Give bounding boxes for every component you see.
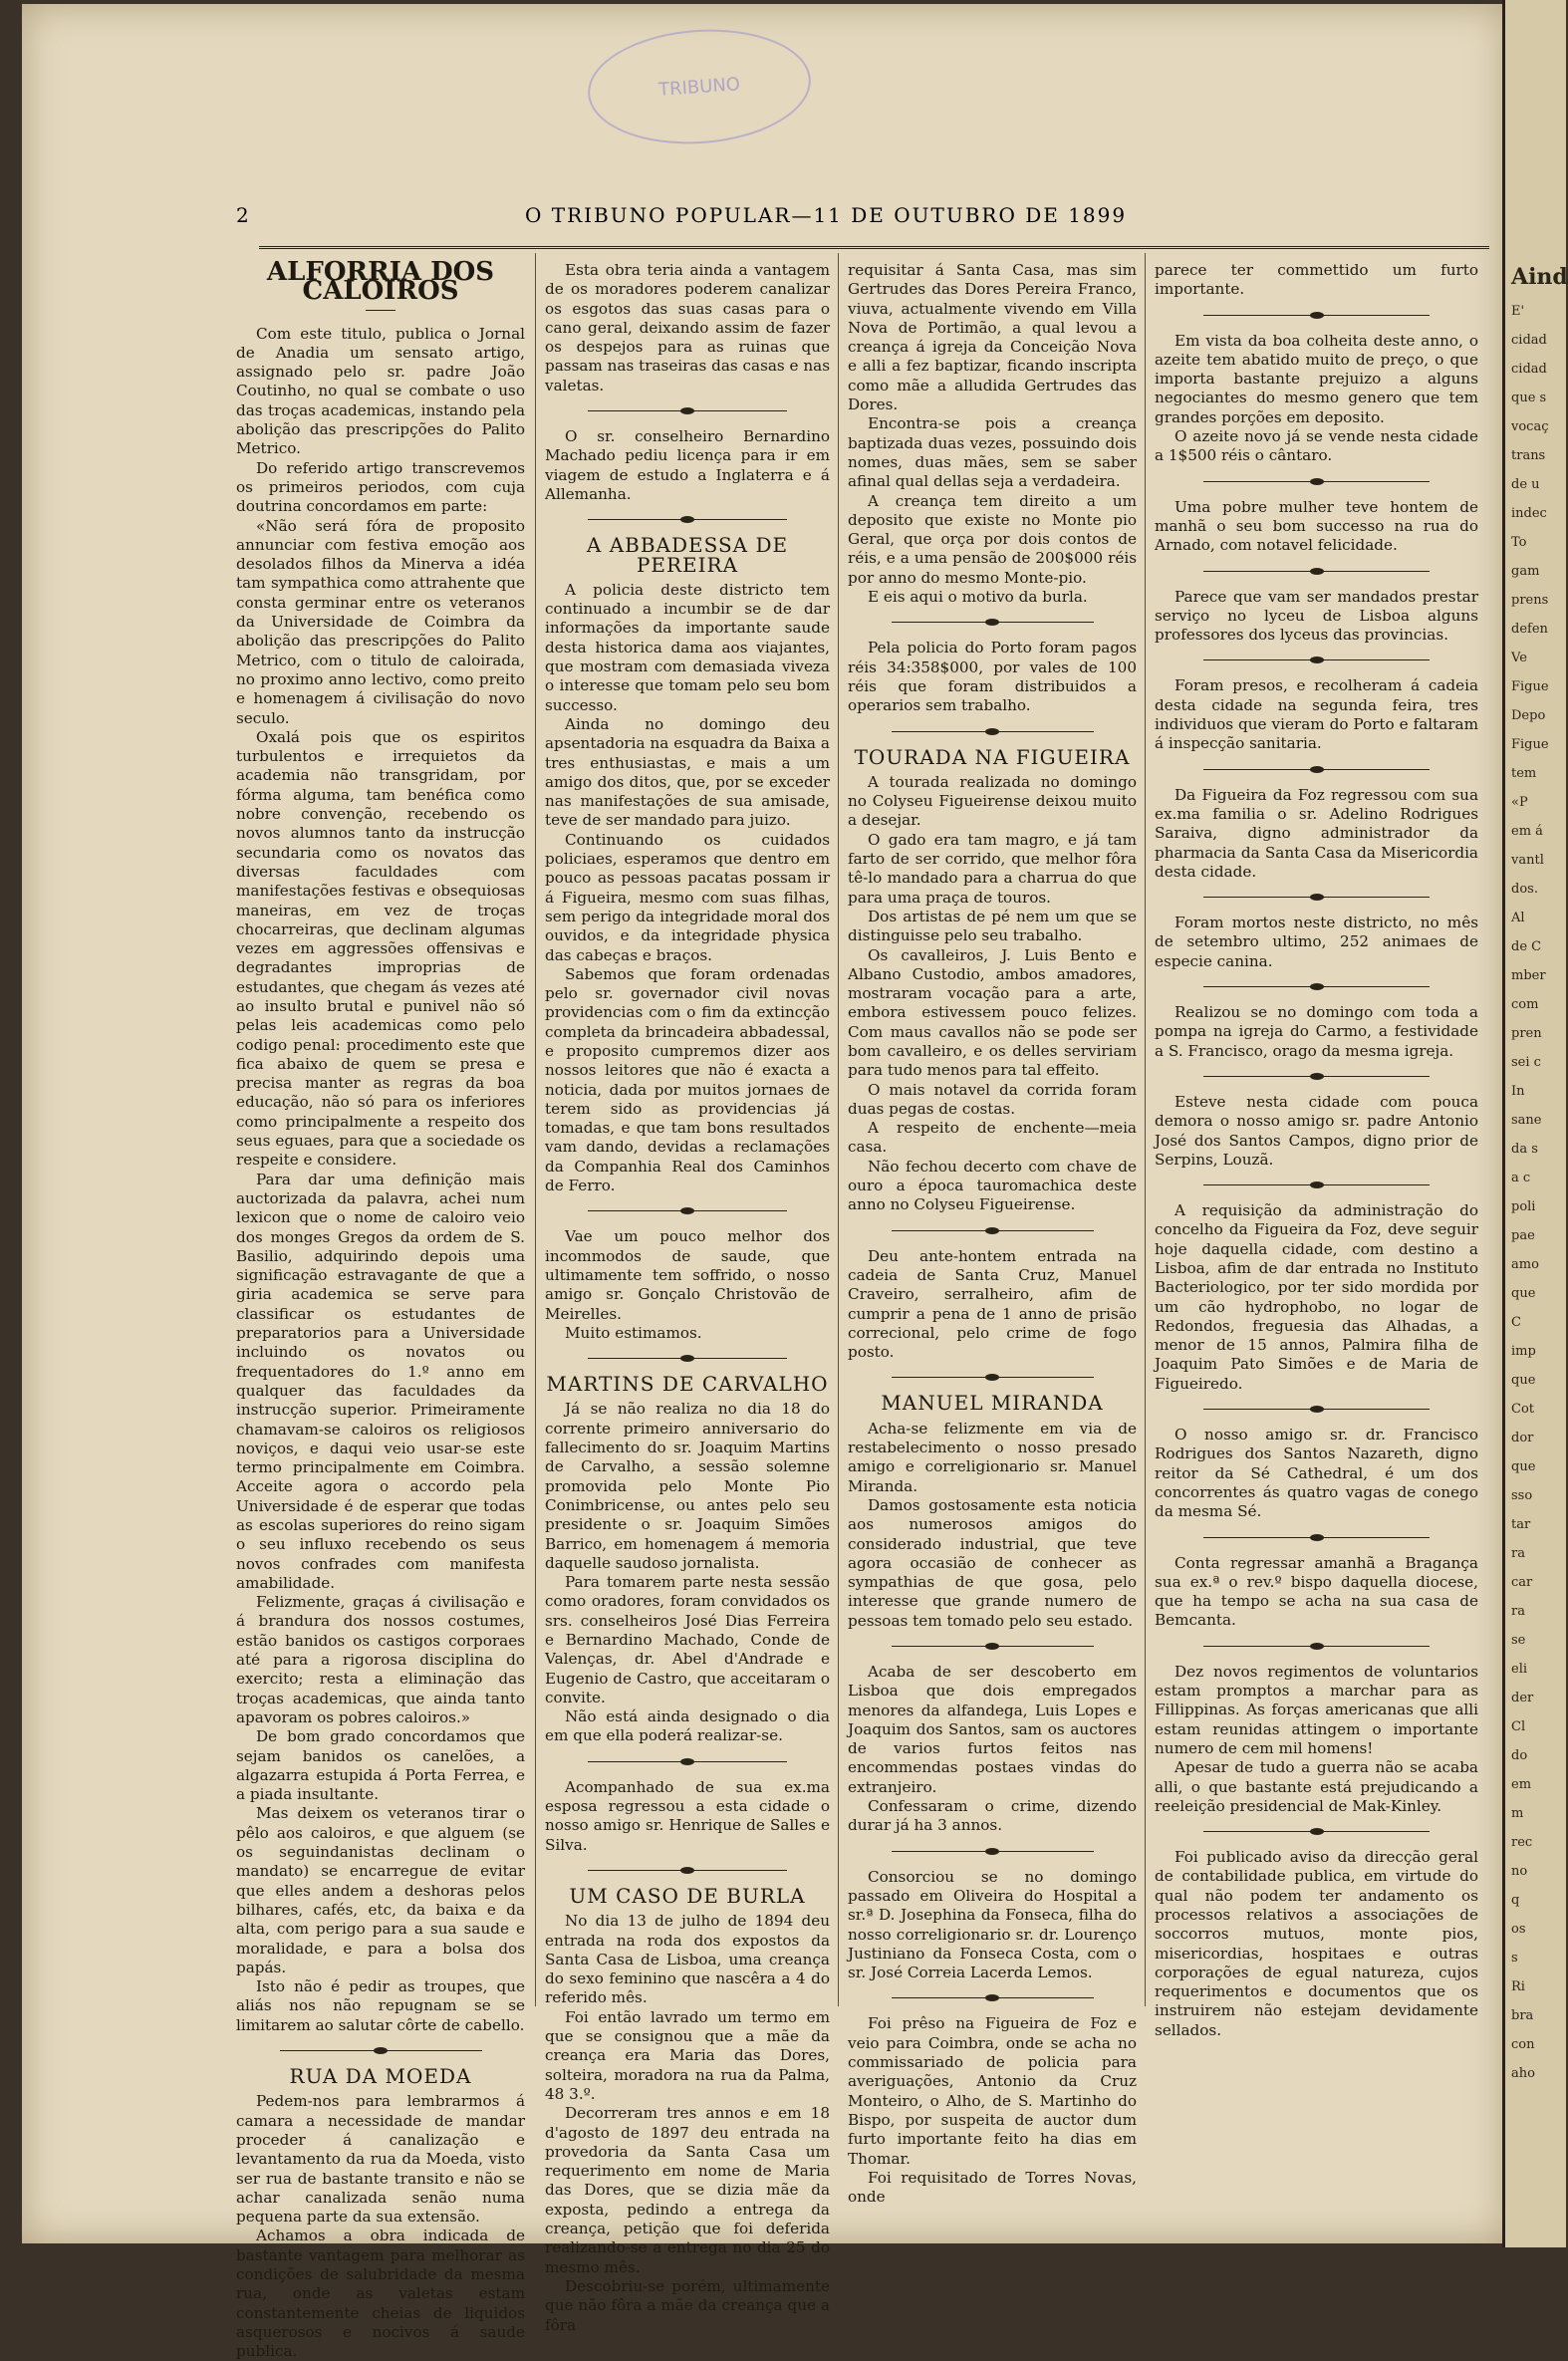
adjacent-page-fragment: indec (1511, 506, 1547, 521)
article-paragraph: Foi então lavrado um termo em que se consignou que a mãe da creança era Maria das Dores, solteira, moradora na rua da Palma, 48 3.º. (545, 2007, 830, 2103)
adjacent-page-fragment: imp (1511, 1344, 1536, 1359)
adjacent-page-fragment: de u (1511, 477, 1540, 492)
adjacent-page-fragment: C (1511, 1315, 1521, 1330)
page-number: 2 (236, 203, 249, 227)
adjacent-page-fragment: dos. (1511, 882, 1538, 897)
adjacent-page-fragment: de C (1511, 939, 1542, 954)
adjacent-page-fragment: aho (1511, 2066, 1535, 2081)
article-paragraph: E eis aqui o motivo da burla. (868, 588, 1088, 607)
section-ornament (1155, 1823, 1478, 1841)
article-paragraph: Decorreram tres annos e em 18 d'agosto de 1897 deu entrada na provedoria da Santa Casa um requerimento em nome de Maria das Dores, que se dizia mãe da exposta, pedindo a entrega da creança, petição que foi deferida realizando-se a entrega no dia 25 do mesmo mês. (545, 2104, 830, 2276)
column-2 (545, 261, 830, 2335)
adjacent-page-fragment: no (1511, 1864, 1528, 1879)
adjacent-page-fragment: q (1511, 1893, 1520, 1908)
article-paragraph: Continuando os cuidados policiaes, esperamos que dentro em pouco as pessoas pacatas possam ir á Figueira, mesmo com suas filhas, sem perigo da integridade moral dos ouvidos, e da integridade physica das cabeças e braços. (545, 830, 830, 964)
article-paragraph: Consorciou se no domingo passado em Oliveira do Hospital a sr.ª D. Josephina da Fonseca, filha do nosso correligionario sr. dr. Lourenço Justiniano da Fonseca Costa, com o sr. José Correia Lacerda Lemos. (848, 1867, 1137, 1982)
article-paragraph: Oxalá pois que os espiritos turbulentos e irrequietos da academia não transgridam, por fórma alguma, tam benéfica como nobre convenção, recebendo os novos alumnos tanto da instrucção secundaria como os novatos das diversas faculdades com manifestações festivas e obsequiosas maneiras, em vez de troças chocarreiras, que declinam algumas vezes em aggressões offensivas e degradantes improprias de estudantes, que chegam ás vezes até ao insulto brutal e punivel não só pelas leis academicas como pelo codigo penal: procedimento este que fica abaixo de quem se presa e precisa manter as regras da boa educação, não só para os inferiores como principalmente a respeito dos seus eguaes, para que a sociedade os respeite e considere. (236, 727, 525, 1170)
adjacent-page-fragment: se (1511, 1633, 1526, 1648)
section-ornament (1155, 978, 1478, 996)
article-paragraph: Não está ainda designado o dia em que ella poderá realizar-se. (545, 1707, 830, 1745)
adjacent-page-fragment: com (1511, 997, 1539, 1012)
article-paragraph: Da Figueira da Foz regressou com sua ex.ma familia o sr. Adelino Rodrigues Saraiva, digno administrador da pharmacia da Santa Casa da Misericordia desta cidade. (1155, 785, 1478, 881)
adjacent-page-fragment: do (1511, 1748, 1528, 1763)
adjacent-page-fragment: Cot (1511, 1402, 1534, 1417)
header-rule (259, 246, 1489, 252)
section-ornament (1155, 563, 1478, 581)
article-paragraph: Confessaram o crime, dizendo durar já ha 3 annos. (848, 1797, 1137, 1835)
adjacent-page-fragment: dor (1511, 1431, 1534, 1445)
adjacent-page-fragment: amo (1511, 1257, 1539, 1272)
adjacent-page-fragment: eli (1511, 1662, 1528, 1677)
article-paragraph: Do referido artigo transcrevemos os primeiros periodos, com cuja doutrina concordamos em parte: (236, 458, 525, 516)
article-paragraph: Foram presos, e recolheram á cadeia desta cidade na segunda feira, tres individuos que vieram do Porto e faltaram á inspecção sanitaria. (1155, 676, 1478, 753)
column-3 (848, 261, 1137, 2207)
article-paragraph: Realizou se no domingo com toda a pompa na igreja do Carmo, a festividade a S. Francisco, orago da mesma igreja. (1155, 1003, 1478, 1060)
adjacent-page-fragment: que (1511, 1286, 1536, 1301)
article-paragraph: O azeite novo já se vende nesta cidade a 1$500 réis o cântaro. (1155, 427, 1478, 465)
section-ornament (1155, 889, 1478, 907)
article-paragraph: O gado era tam magro, e já tam farto de ser corrido, que melhor fôra tê-lo mandado para a charrua do que para uma praça de touros. (848, 830, 1137, 907)
article-paragraph: Acaba de ser descoberto em Lisboa que dois empregados menores da alfandega, Luis Lopes e Joaquim dos Santos, sam os auctores de varios furtos feitos nas encommendas postaes vindas do extranjeiro. (848, 1663, 1137, 1796)
article-paragraph: De bom grado concordamos que sejam banidos os canelões, a algazarra estupida á Porta Ferrea, e a piada insultante. (236, 1727, 525, 1804)
article-paragraph: Para dar uma definição mais auctorizada da palavra, achei num lexicon que o nome de caloiro veio dos monges Gregos da ordem de S. Basilio, adquirindo depois uma significação estravagante de que a giria academica se serve para classificar os estudantes de preparatorios para a Universidade incluindo os novatos ou frequentadores do 1.º anno em qualquer das faculdades da instrucção superior. Primeiramente chamavam-se caloiros os religiosos noviços, e daqui veio usar-se este termo principalmente em Coimbra. Acceite agora o accordo pela Universidade é de esperar que todas as escolas superiores do reino sigam o seu influxo recebendo os seus novos confrades com manifesta amabilidade. (236, 1170, 525, 1592)
section-ornament (1155, 473, 1478, 491)
section-ornament (545, 1202, 830, 1220)
article-paragraph: Pedem-nos para lembrarmos á camara a necessidade de mandar proceder á canalização e levantamento da rua da Moeda, visto ser rua de bastante transito e não se achar canalizada senão numa pequena parte da sua extensão. (236, 2092, 525, 2227)
adjacent-page-fragment: Aind (1511, 264, 1568, 290)
headline-manuel-miranda: MANUEL MIRANDA (881, 1391, 1104, 1416)
article-paragraph: Mas deixem os veteranos tirar o pêlo aos caloiros, e que alguem (se os seguindanistas declinam o mandato) se encarregue de evitar que elles andem a deshoras pelos bilhares, cafés, etc, da baixa e da alta, com perigo para a sua saude e moralidade, e para a bolsa dos papás. (236, 1804, 525, 1976)
adjacent-page-fragment: gam (1511, 564, 1540, 579)
column-divider-3 (1145, 253, 1146, 2006)
section-ornament (1155, 652, 1478, 669)
adjacent-page-fragment: s (1511, 1951, 1518, 1966)
adjacent-page-fragment: que (1511, 1459, 1536, 1474)
article-paragraph: Foi publicado aviso da direcção geral de contabilidade publica, em virtude do qual não podem ter andamento os processos relativos a associações de soccorros mutuos, monte pios, misericordias, hospitaes e outras corporações de egual natureza, cujos requerimentos e documentos que os instruirem não estejam devidamente sellados. (1155, 1848, 1478, 2039)
article-paragraph: A policia deste districto tem continuado a incumbir se de dar informações da importante saude desta historica dama aos viajantes, que mostram com demasiada viveza o interesse que tomam pelo seu bom successo. (545, 580, 830, 714)
adjacent-page-fragment: «P (1511, 795, 1528, 810)
adjacent-page-fragment: sei c (1511, 1055, 1541, 1070)
headline-abbadessa: A ABBADESSA DE PEREIRA (586, 533, 789, 577)
article-paragraph: Parece que vam ser mandados prestar serviço no lyceu de Lisboa alguns professores dos lyceus das provincias. (1155, 587, 1478, 645)
article-paragraph: Ainda no domingo deu apsentadoria na esquadra da Baixa a tres enthusiastas, e mais a um amigo dos ditos, que, por se exceder nas manifestações de sua amisade, teve de ser mandado para juizo. (545, 714, 830, 830)
adjacent-page-fragment: ra (1511, 1546, 1525, 1561)
newspaper-page (22, 4, 1506, 2361)
section-ornament (848, 1843, 1137, 1861)
article-paragraph: Vae um pouco melhor dos incommodos de saude, que ultimamente tem soffrido, o nosso amigo sr. Gonçalo Christovão de Meirelles. (545, 1227, 830, 1323)
adjacent-page-fragment: rec (1511, 1835, 1533, 1850)
article-paragraph: Damos gostosamente esta noticia aos numerosos amigos do considerado industrial, que teve agora occasião de conhecer as sympathias de que gosa, pelo interesse que grande numero de pessoas tem tomado pelo seu estado. (848, 1495, 1137, 1630)
article-paragraph: A requisição da administração do concelho da Figueira da Foz, deve seguir hoje daquella cidade, com destino a Lisboa, afim de dar entrada no Instituto Bacteriologico, por ter sido mordida por um cão hydrophobo, no logar de Redondos, freguesia das Alhadas, a menor de 15 annos, Palmira filha de Joaquim Pato Simões e de Maria de Figueiredo. (1155, 1201, 1478, 1393)
section-ornament (1155, 307, 1478, 325)
article-paragraph: Esteve nesta cidade com pouca demora o nosso amigo sr. padre Antonio José dos Santos Campos, digno prior de Serpins, Louzã. (1155, 1092, 1478, 1169)
section-ornament (1155, 1401, 1478, 1419)
section-ornament (848, 1222, 1137, 1240)
adjacent-page-fragment: cidad (1511, 333, 1547, 348)
article-paragraph: parece ter commettido um furto importante. (1155, 261, 1478, 299)
section-ornament (545, 1862, 830, 1880)
article-paragraph: Foi requisitado de Torres Novas, onde (848, 2168, 1137, 2207)
article-paragraph: Muito estimamos. (565, 1323, 702, 1342)
section-ornament (848, 1638, 1137, 1656)
adjacent-page-fragment: que s (1511, 391, 1547, 405)
adjacent-page-fragment: Figue (1511, 679, 1549, 694)
section-ornament (848, 1369, 1137, 1387)
stamp-text: TRIBUNO (657, 73, 741, 101)
headline-martins-de-carvalho: MARTINS DE CARVALHO (546, 1372, 829, 1397)
section-ornament (848, 723, 1137, 741)
adjacent-page-fragment: em (1511, 1777, 1532, 1792)
section-ornament (545, 511, 830, 529)
adjacent-page-fragment: der (1511, 1691, 1534, 1705)
adjacent-page-fragment: To (1511, 535, 1527, 550)
section-ornament (848, 1989, 1137, 2007)
section-ornament (848, 614, 1137, 632)
headline-rua-da-moeda: RUA DA MOEDA (289, 2064, 472, 2089)
adjacent-page-fragment: Ve (1511, 651, 1527, 665)
article-paragraph: Esta obra teria ainda a vantagem de os moradores poderem canalizar os esgotos das suas casas para o cano geral, deixando assim de fazer os despejos para as ruinas que passam nas traseiras das casas e nas valetas. (545, 261, 830, 394)
article-paragraph: Conta regressar amanhã a Bragança sua ex.ª o rev.º bispo daquella diocese, que ha tempo se acha na sua casa de Bemcanta. (1155, 1553, 1478, 1630)
article-paragraph: Acompanhado de sua ex.ma esposa regressou a esta cidade o nosso amigo sr. Henrique de Salles e Silva. (545, 1777, 830, 1854)
article-paragraph: Uma pobre mulher teve hontem de manhã o seu bom successo na rua do Arnado, com notavel felicidade. (1155, 497, 1478, 555)
column-1 (236, 257, 525, 2361)
article-paragraph: A creança tem direito a um deposito que existe no Monte pio Geral, que orça por dois contos de réis, e a uma pensão de 200$000 réis por anno do mesmo Monte-pio. (848, 491, 1137, 587)
adjacent-page-fragment: mber (1511, 968, 1546, 983)
adjacent-page-fragment: poli (1511, 1199, 1536, 1214)
adjacent-page-fragment: car (1511, 1575, 1533, 1590)
adjacent-page-fragment: pren (1511, 1026, 1542, 1041)
article-paragraph: Os cavalleiros, J. Luis Bento e Albano Custodio, ambos amadores, mostraram vocação para a arte, embora estivessem pouco felizes. Com maus cavallos não se pode ser bom cavalleiro, e os delles serviriam para tudo menos para tal effeito. (848, 945, 1137, 1080)
adjacent-page-fragment: Cl (1511, 1719, 1526, 1734)
section-ornament (545, 1350, 830, 1368)
adjacent-page-fragment: prens (1511, 593, 1549, 608)
column-divider-2 (838, 253, 839, 2006)
adjacent-page-fragment: da s (1511, 1142, 1538, 1157)
article-paragraph: No dia 13 de julho de 1894 deu entrada na roda dos expostos da Santa Casa de Lisboa, uma creança do sexo feminino que nascêra a 4 do referido mês. (545, 1912, 830, 2007)
article-paragraph: Foi prêso na Figueira de Foz e veio para Coimbra, onde se acha no commissariado de policia para averiguações, Antonio da Cruz Monteiro, o Alho, de S. Martinho do Bispo, por suspeita de auctor dum furto importante feito ha dias em Thomar. (848, 2014, 1137, 2168)
headline-caso-de-burla: UM CASO DE BURLA (569, 1883, 806, 1908)
article-paragraph: Achamos a obra indicada de bastante vantagem para melhorar as condições de salubridade da mesma rua, onde as valetas estam constantemente cheias de liquidos asquerosos e nocivos á saude publica. (236, 2227, 525, 2361)
adjacent-page-fragment: cidad (1511, 362, 1547, 377)
library-stamp (584, 22, 814, 150)
adjacent-page-fragment: os (1511, 1922, 1526, 1937)
adjacent-page-fragment: a c (1511, 1171, 1531, 1185)
adjacent-page-fragment: tar (1511, 1517, 1531, 1532)
adjacent-page-fragment: trans (1511, 448, 1546, 463)
masthead: O TRIBUNO POPULAR—11 DE OUTUBRO DE 1899 (525, 203, 1128, 227)
article-paragraph: A tourada realizada no domingo no Colyseu Figueirense deixou muito a desejar. (848, 772, 1137, 830)
article-paragraph: Descobriu-se porém, ultimamente que não fôra a mãe da creança que a fôra (545, 2276, 830, 2334)
article-paragraph: Sabemos que foram ordenadas pelo sr. governador civil novas providencias com o fim da extincção completa da brincadeira abbadessal, e proposito cumpremos dizer aos nossos leitores que não é exacta a noticia, dada por muitos jornaes de terem sido as providencias já tomadas, e que tam bons resultados vam dando, devidas a reclamações da Companhia Real dos Caminhos de Ferro. (545, 964, 830, 1195)
article-paragraph: O nosso amigo sr. dr. Francisco Rodrigues dos Santos Nazareth, digno reitor da Sé Cathedral, é um dos concorrentes ás quatro vagas de conego da mesma Sé. (1155, 1426, 1478, 1521)
article-paragraph: Acha-se felizmente em via de restabelecimento o nosso presado amigo e correligionario sr. Manuel Miranda. (848, 1419, 1137, 1495)
title-dash (366, 310, 395, 311)
column-4 (1155, 261, 1478, 2040)
adjacent-page-fragment: Ri (1511, 1979, 1525, 1994)
adjacent-page-fragment: ra (1511, 1604, 1525, 1619)
article-paragraph: Isto não é pedir as troupes, que aliás nos não repugnam se se limitarem ao salutar côrte de cabello. (236, 1977, 525, 2034)
section-ornament (1155, 761, 1478, 779)
adjacent-page-fragment: Depo (1511, 708, 1546, 723)
article-paragraph: Com este titulo, publica o Jornal de Anadia um sensato artigo, assignado pelo sr. padre João Coutinho, no qual se combate o uso das troças academicas, instando pela abolição das prescripções do Palito Metrico. (236, 324, 525, 458)
adjacent-page-fragment: em á (1511, 824, 1543, 839)
article-paragraph: «Não será fóra de proposito annunciar com festiva emoção aos desolados filhos da Minerva a idéa tam sympathica como attrahente que consta germinar entre os veteranos da Universidade de Coimbra da abolição das prescripções do Palito Metrico, com o titulo de caloirada, no proximo anno lectivo, como preito e homenagem á civilisação do novo seculo. (236, 516, 525, 727)
section-ornament (1155, 1068, 1478, 1086)
adjacent-page-fragment: sso (1511, 1488, 1533, 1503)
article-paragraph: Em vista da boa colheita deste anno, o azeite tem abatido muito de preço, o que importa bastante prejuizo a alguns negociantes do mesmo genero que tem grandes porções em deposito. (1155, 331, 1478, 426)
article-paragraph: Pela policia do Porto foram pagos réis 34:358$000, por vales de 100 réis que foram distribuidos a operarios sem trabalho. (848, 639, 1137, 715)
article-paragraph: O mais notavel da corrida foram duas pegas de costas. (848, 1080, 1137, 1118)
article-paragraph: Apesar de tudo a guerra não se acaba alli, o que bastante está prejudicando a reeleição presidencial de Mak-Kinley. (1155, 1758, 1478, 1815)
headline-alforria: ALFORRIA DOS CALOIROS (266, 257, 495, 307)
section-ornament (236, 2042, 525, 2060)
adjacent-page-fragment: tem (1511, 766, 1537, 781)
article-paragraph: Foram mortos neste districto, no mês de setembro ultimo, 252 animaes de especie canina. (1155, 914, 1478, 970)
adjacent-page-fragment: E' (1511, 304, 1525, 319)
adjacent-page-fragment: vocaç (1511, 419, 1549, 434)
adjacent-page-fragment: sane (1511, 1113, 1542, 1128)
adjacent-page-fragment: con (1511, 2037, 1535, 2052)
page-header (236, 203, 1486, 229)
adjacent-page-fragment: que (1511, 1373, 1536, 1388)
adjacent-page-fragment: Figue (1511, 737, 1549, 752)
article-paragraph: Não fechou decerto com chave de ouro a época tauromachica deste anno no Colyseu Figueirense. (848, 1157, 1137, 1214)
article-paragraph: Já se não realiza no dia 18 do corrente primeiro anniversario do fallecimento do sr. Joaquim Martins de Carvalho, a sessão solemne promovida pelo Monte Pio Conimbricense, ou antes pelo seu presidente o sr. Joaquim Simões Barrico, em homenagem á memoria daquelle saudoso jornalista. (545, 1400, 830, 1572)
adjacent-page-fragment: bra (1511, 2008, 1534, 2023)
article-paragraph: Dos artistas de pé nem um que se distinguisse pelo seu trabalho. (848, 907, 1137, 945)
section-ornament (1155, 1177, 1478, 1194)
section-ornament (1155, 1529, 1478, 1547)
adjacent-page-fragment: Al (1511, 911, 1525, 925)
article-paragraph: Deu ante-hontem entrada na cadeia de Santa Cruz, Manuel Craveiro, serralheiro, afim de cumprir a pena de 1 anno de prisão correcional, pelo crime de fogo posto. (848, 1246, 1137, 1362)
headline-tourada: TOURADA NA FIGUEIRA (854, 744, 1131, 769)
article-paragraph: Dez novos regimentos de voluntarios estam promptos a marchar para as Fillippinas. As forças americanas que alli estam reunidas attingem o importante numero de cem mil homens! (1155, 1662, 1478, 1757)
article-paragraph: A respeito de enchente—meia casa. (848, 1119, 1137, 1157)
adjacent-page-fragment: In (1511, 1084, 1525, 1099)
section-ornament (545, 402, 830, 420)
section-ornament (1155, 1638, 1478, 1656)
adjacent-page-fragment: pae (1511, 1228, 1535, 1243)
adjacent-page-fragment: defen (1511, 622, 1548, 637)
column-divider-1 (535, 253, 536, 2006)
adjacent-page-fragment: m (1511, 1806, 1524, 1821)
article-paragraph: Felizmente, graças á civilisação e á brandura dos nossos costumes, estão banidos os castigos corporaes até para a rigorosa disciplina do exercito; resta a eliminação das troças academicas, que ainda tanto apavoram os pobres caloiros.» (236, 1593, 525, 1726)
article-paragraph: Encontra-se pois a creança baptizada duas vezes, possuindo dois nomes, duas mães, sem se saber afinal qual dellas seja a verdadeira. (848, 414, 1137, 491)
adjacent-page-fragment: vantl (1511, 853, 1544, 868)
article-paragraph: requisitar á Santa Casa, mas sim Gertrudes das Dores Pereira Franco, viuva, actualmente vivendo em Villa Nova de Portimão, a qual levou a creança á igreja da Conceição Nova e alli a fez baptizar, ficando inscripta como mãe a alludida Gertrudes das Dores. (848, 261, 1137, 414)
article-paragraph: Para tomarem parte nesta sessão como oradores, foram convidados os srs. conselheiros José Dias Ferreira e Bernardino Machado, Conde de Valenças, dr. Abel d'Andrade e Eugenio de Castro, que acceitaram o convite. (545, 1573, 830, 1706)
section-ornament (545, 1753, 830, 1771)
article-paragraph: O sr. conselheiro Bernardino Machado pediu licença para ir em viagem de estudo a Inglaterra e á Allemanha. (545, 427, 830, 503)
adjacent-page-edge (1502, 0, 1566, 2247)
